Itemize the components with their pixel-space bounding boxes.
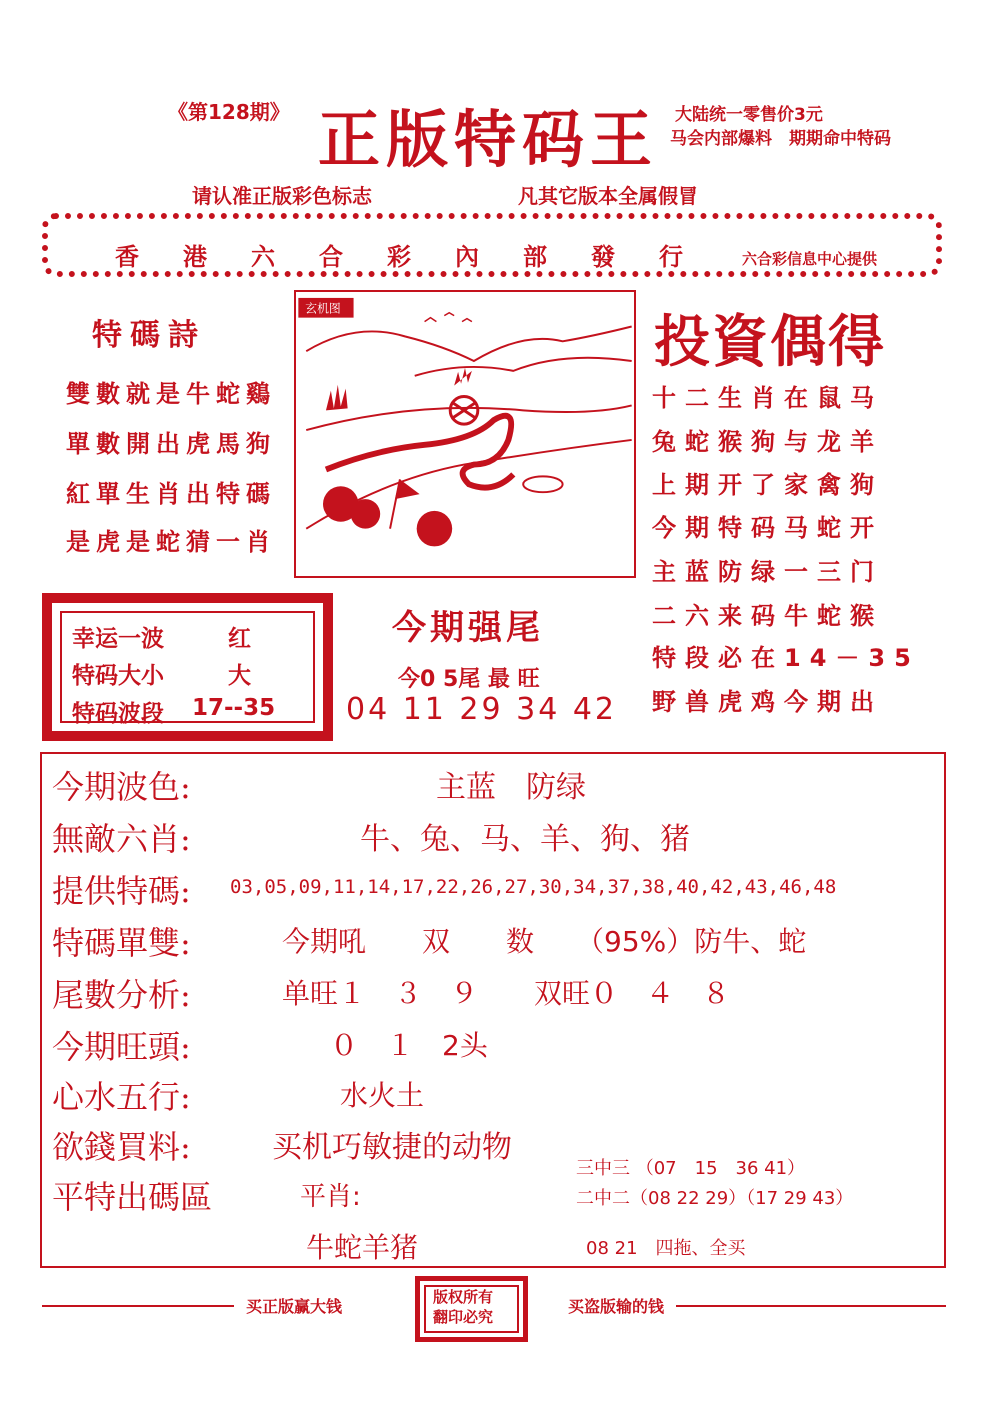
combo-three: 三中三 （07 15 36 41） — [576, 1158, 806, 1179]
zone-animals: 牛蛇羊猪 — [306, 1231, 419, 1264]
footer-divider — [42, 1305, 234, 1307]
invest-line: 十二生肖在鼠马 — [652, 384, 883, 412]
riddle-picture — [294, 290, 636, 578]
zone-flat-label: 平肖: — [300, 1182, 361, 1212]
six-value: 牛、兔、马、羊、狗、猪 — [360, 822, 690, 857]
tail-numbers: 04 11 29 34 42 — [346, 692, 618, 727]
head-label: 今期旺頭: — [52, 1028, 191, 1066]
copyright-line: 版权所有 — [433, 1288, 494, 1306]
footer-right-slogan: 买盗版输的钱 — [568, 1297, 665, 1316]
grass-icon — [326, 385, 348, 411]
grass-icon — [454, 368, 472, 386]
oddeven-value: 今期吼 双 数 （95%）防牛、蛇 — [282, 925, 807, 958]
bush-icon — [417, 511, 453, 547]
invest-line: 野兽虎鸡今期出 — [652, 688, 883, 716]
lucky-range-value: 17--35 — [192, 695, 276, 721]
invest-line: 今期特码马蛇开 — [652, 514, 883, 542]
invest-line: 上期开了家禽狗 — [652, 471, 883, 499]
money-label: 欲錢買料: — [52, 1128, 191, 1166]
page-title: 正版特码王 — [318, 103, 659, 176]
landscape-illustration — [296, 292, 634, 576]
mountain-outline — [306, 327, 631, 362]
ball-pattern — [452, 402, 476, 418]
zone-label: 平特出碼區 — [52, 1178, 213, 1216]
oddeven-label: 特碼單雙: — [52, 924, 191, 962]
lucky-range-label: 特码波段 — [72, 701, 164, 727]
tail-analysis-label: 尾數分析: — [52, 976, 191, 1014]
publisher-text: 香港六合彩內部發行 — [115, 242, 727, 271]
lucky-wave-value: 红 — [228, 626, 251, 652]
special-label: 提供特碼: — [52, 872, 191, 910]
invest-line: 二六来码牛蛇猴 — [652, 602, 883, 630]
lucky-wave-label: 幸运一波 — [72, 626, 164, 652]
internal-note: 马会内部爆料 期期命中特码 — [670, 129, 891, 149]
wave-value: 主蓝 防绿 — [436, 770, 586, 805]
birds-icon — [425, 313, 472, 322]
authentic-notice: 请认准正版彩色标志 — [192, 184, 372, 208]
snake-icon — [326, 416, 513, 488]
combo-two: 二中二（08 22 29）（17 29 43） — [576, 1188, 854, 1209]
element-label: 心水五行: — [52, 1078, 191, 1116]
rat-icon — [523, 476, 562, 492]
price-note: 大陆统一零售价3元 — [675, 105, 823, 125]
invest-title: 投資偶得 — [654, 309, 886, 375]
lucky-size-value: 大 — [228, 663, 251, 689]
stamp-text: 玄机图 — [305, 301, 341, 316]
element-value: 水火土 — [340, 1079, 425, 1112]
bush-icon — [351, 499, 381, 529]
poem-line: 是虎是蛇猜一肖 — [66, 527, 276, 556]
footer-divider — [676, 1305, 946, 1307]
poem-title: 特碼詩 — [92, 318, 206, 353]
poem-line: 雙數就是牛蛇鷄 — [66, 379, 276, 408]
counterfeit-notice: 凡其它版本全属假冒 — [518, 184, 698, 208]
strong-tail-title: 今期强尾 — [392, 608, 544, 648]
invest-line: 主蓝防绿一三门 — [652, 558, 883, 586]
wave-label: 今期波色: — [52, 768, 191, 806]
tail-analysis-value: 单旺１ ３ ９ 双旺０ ４ ８ — [282, 977, 731, 1010]
poem-line: 單數開出虎馬狗 — [66, 429, 276, 458]
poem-line: 紅單生肖出特碼 — [66, 479, 276, 508]
issue-number: 《第128期》 — [168, 100, 290, 124]
hill-outline — [415, 358, 632, 376]
special-numbers: 03,05,09,11,14,17,22,26,27,30,34,37,38,40,42,43,46,48 — [230, 876, 837, 898]
copyright-line: 翻印必究 — [433, 1308, 494, 1326]
lucky-size-label: 特码大小 — [72, 663, 164, 689]
head-value: ０ １ 2头 — [330, 1029, 488, 1062]
footer-left-slogan: 买正版赢大钱 — [246, 1297, 343, 1316]
tail-hot: 今0 5尾 最 旺 — [398, 667, 540, 692]
invest-line: 兔蛇猴狗与龙羊 — [652, 428, 883, 456]
six-label: 無敵六肖: — [52, 820, 191, 858]
money-value: 买机巧敏捷的动物 — [272, 1130, 512, 1165]
road-outline — [306, 405, 631, 430]
provider-text: 六合彩信息中心提供 — [742, 250, 878, 268]
combo-four: 08 21 四拖、全买 — [586, 1238, 746, 1259]
invest-line: 特段必在14－35 — [652, 644, 920, 672]
